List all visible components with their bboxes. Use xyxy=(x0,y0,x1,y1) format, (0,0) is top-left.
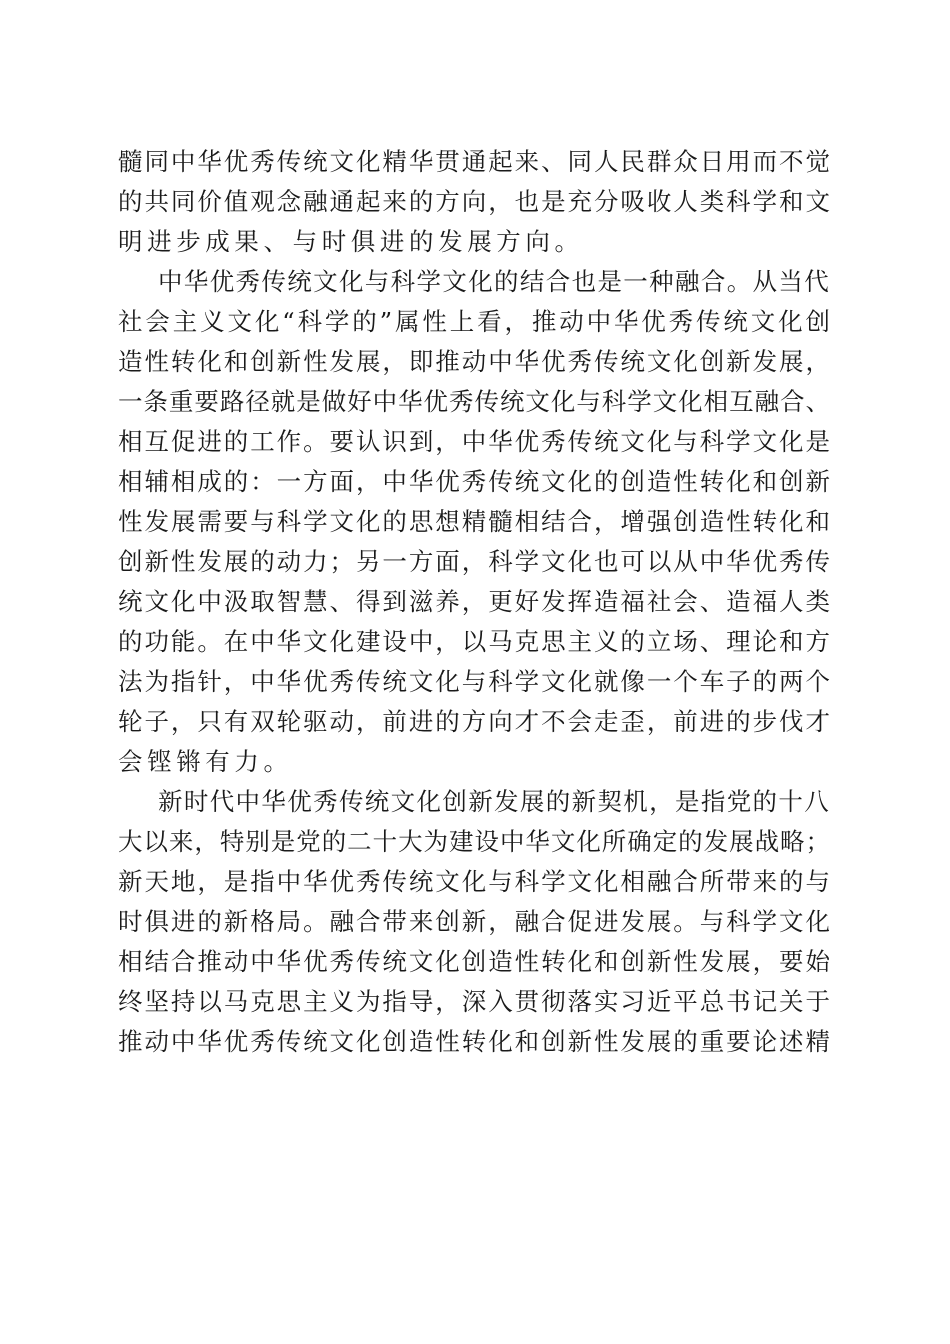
text-line: 髓同中华优秀传统文化精华贯通起来、同人民群众日用而不觉 xyxy=(118,147,830,176)
text-line: 时俱进的新格局。融合带来创新，融合促进发展。与科学文化 xyxy=(118,907,830,936)
text-line: 中华优秀传统文化与科学文化的结合也是一种融合。从当代 xyxy=(158,267,831,296)
text-line: 社会主义文化“科学的”属性上看，推动中华优秀传统文化创 xyxy=(118,307,830,336)
text-line: 推动中华优秀传统文化创造性转化和创新性发展的重要论述精 xyxy=(118,1027,830,1056)
text-line: 法为指针，中华优秀传统文化与科学文化就像一个车子的两个 xyxy=(118,667,830,696)
text-line: 的功能。在中华文化建设中，以马克思主义的立场、理论和方 xyxy=(118,627,830,656)
text-line: 终坚持以马克思主义为指导，深入贯彻落实习近平总书记关于 xyxy=(118,987,830,1016)
text-line: 统文化中汲取智慧、得到滋养，更好发挥造福社会、造福人类 xyxy=(118,587,830,616)
text-line: 相互促进的工作。要认识到，中华优秀传统文化与科学文化是 xyxy=(118,427,830,456)
text-line: 新时代中华优秀传统文化创新发展的新契机，是指党的十八 xyxy=(158,787,831,816)
text-line: 会铿锵有力。 xyxy=(118,747,293,776)
text-line: 大以来，特别是党的二十大为建设中华文化所确定的发展战略； xyxy=(118,827,830,856)
text-line: 明进步成果、与时俱进的发展方向。 xyxy=(118,227,584,256)
text-line: 相结合推动中华优秀传统文化创造性转化和创新性发展，要始 xyxy=(118,947,830,976)
text-line: 轮子，只有双轮驱动，前进的方向才不会走歪，前进的步伐才 xyxy=(118,707,830,736)
text-line: 创新性发展的动力；另一方面，科学文化也可以从中华优秀传 xyxy=(118,547,830,576)
text-line: 新天地，是指中华优秀传统文化与科学文化相融合所带来的与 xyxy=(118,867,830,896)
text-line: 造性转化和创新性发展，即推动中华优秀传统文化创新发展， xyxy=(118,347,830,376)
body-text xyxy=(118,142,830,1062)
text-line: 的共同价值观念融通起来的方向，也是充分吸收人类科学和文 xyxy=(118,187,830,216)
text-line: 相辅相成的：一方面，中华优秀传统文化的创造性转化和创新 xyxy=(118,467,830,496)
text-line: 性发展需要与科学文化的思想精髓相结合，增强创造性转化和 xyxy=(118,507,830,536)
text-line: 一条重要路径就是做好中华优秀传统文化与科学文化相互融合、 xyxy=(118,387,830,416)
